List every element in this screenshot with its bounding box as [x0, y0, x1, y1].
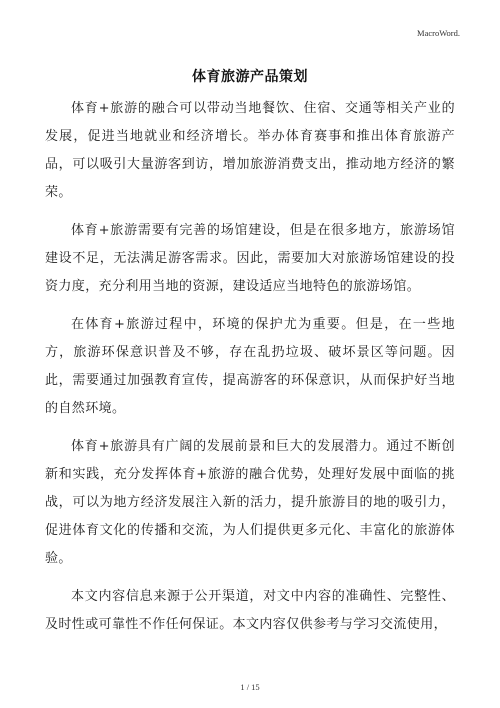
- header-brand: MacroWord.: [417, 28, 460, 38]
- paragraph: 体育+旅游的融合可以带动当地餐饮、住宿、交通等相关产业的发展，促进当地就业和经济增长。举办体育赛事和推出体育旅游产品，可以吸引大量游客到访，增加旅游消费支出，推动地方经济的繁荣。: [45, 101, 455, 200]
- paragraph: 本文内容信息来源于公开渠道，对文中内容的准确性、完整性、及时性或可靠性不作任何保证。本文内容仅供参考与学习交流使用，: [45, 589, 455, 632]
- paragraph: 体育+旅游具有广阔的发展前景和巨大的发展潜力。通过不断创新和实践，充分发挥体育+旅游的融合优势，处理好发展中面临的挑战，可以为地方经济发展注入新的活力，提升旅游目的地的吸引力，促进体育文化的传播和交流，为人们提供更多元化、丰富化的旅游体验。: [45, 439, 455, 566]
- document-body: [45, 95, 455, 649]
- paragraph: 体育+旅游需要有完善的场馆建设，但是在很多地方，旅游场馆建设不足，无法满足游客需求。因此，需要加大对旅游场馆建设的投资力度，充分利用当地的资源，建设适应当地特色的旅游场馆。: [45, 223, 455, 294]
- document-title: 体育旅游产品策划: [192, 69, 308, 85]
- paragraph: 在体育+旅游过程中，环境的保护尤为重要。但是，在一些地方，旅游环保意识普及不够，存在乱扔垃圾、破坏景区等问题。因此，需要通过加强教育宣传，提高游客的环保意识，从而保护好当地的自然环境。: [45, 317, 455, 416]
- page-number: 1 / 15: [240, 682, 260, 692]
